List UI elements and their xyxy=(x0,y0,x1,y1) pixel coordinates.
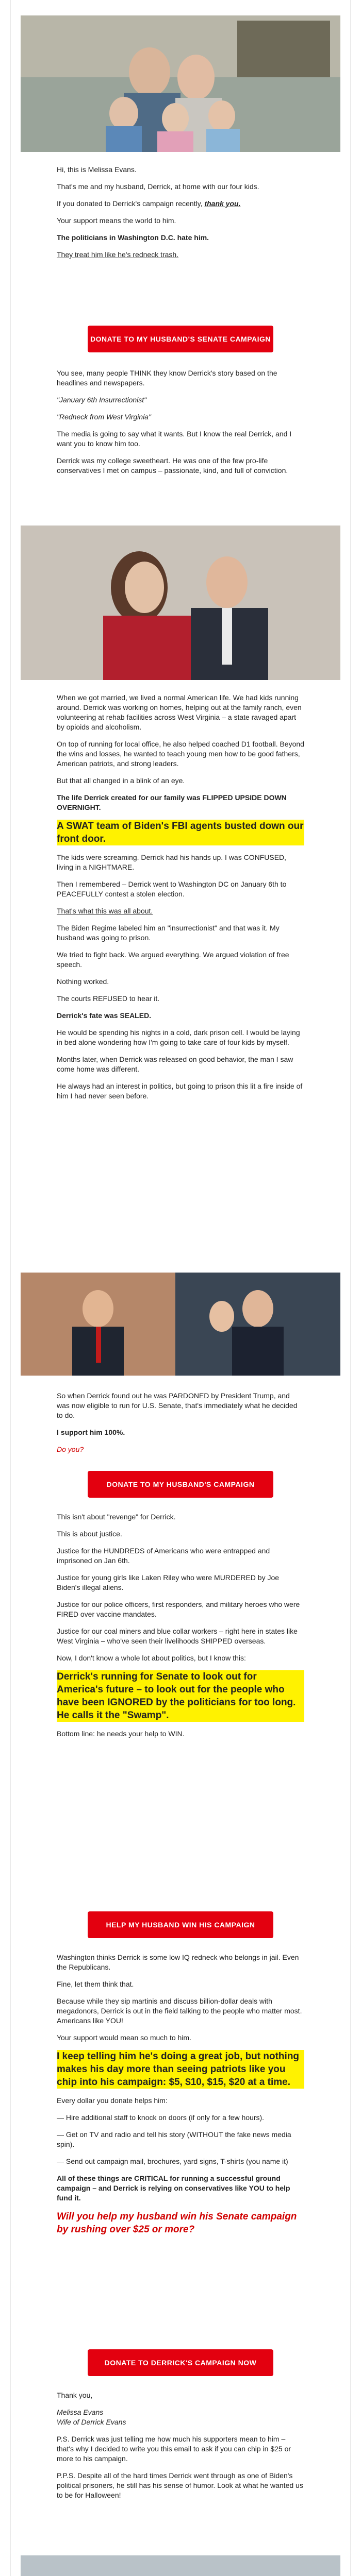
letter-story xyxy=(57,693,304,1108)
thank-you-text: thank you. xyxy=(204,199,241,208)
months-later-text: Months later, when Derrick was released on good behavior, the man I saw come home was different. xyxy=(57,1055,293,1073)
greeting: Hi, this is Melissa Evans. xyxy=(57,165,137,174)
life-created-text: The life Derrick created for our family was FLIPPED UPSIDE DOWN OVERNIGHT. xyxy=(57,793,287,811)
donated-text: If you donated to Derrick's campaign recently, thank you. xyxy=(57,199,241,208)
help-win-button[interactable]: HELP MY HUSBAND WIN HIS CAMPAIGN xyxy=(88,1911,273,1938)
letter-media xyxy=(57,368,304,483)
ps-text: P.S. Derrick was just telling me how much his supporters mean to him – that's why I decided to write you this email to ask if you can chip in $25 or more to his campaign. xyxy=(57,2435,291,2463)
bullet-staff: — Hire additional staff to knock on doors (if only for a few hours). xyxy=(57,2113,265,2122)
justice-girls-text: Justice for young girls like Laken Riley who were MURDERED by Joe Biden's illegal aliens. xyxy=(57,1573,280,1591)
pardoned-text: So when Derrick found out he was PARDONED by President Trump, and was now eligible to run for U.S. Senate, that's immediately what he decided to do. xyxy=(57,1392,298,1419)
family-photo xyxy=(21,15,340,152)
justice-police-text: Justice for our police officers, first responders, and military heroes who were FIRED over vaccine mandates. xyxy=(57,1600,300,1618)
sip-martinis-text: Because while they sip martinis and discuss billion-dollar deals with megadonors, Derrick is out in the field talking to the people who matter most. Americans like YOU! xyxy=(57,1997,302,2025)
letter-closing xyxy=(57,2391,304,2507)
cell-text: He would be spending his nights in a cold, dark prison cell. I would be laying in bed alone wondering how I'm going to take care of four kids by myself. xyxy=(57,1028,300,1046)
kids-screaming-text: The kids were screaming. Derrick had his hands up. I was CONFUSED, living in a NIGHTMARE. xyxy=(57,853,287,871)
normal-life-text: When we got married, we lived a normal American life. We had kids running around. Derrick was working on homes, helping out at the family ranch, even volunteering at rehab facilities across West Virginia – a state ravaged apart by opioids and alcoholism. xyxy=(57,693,302,731)
fine-text: Fine, let them think that. xyxy=(57,1980,134,1988)
will-you-text: Will you help my husband win his Senate campaign by rushing over $25 or more? xyxy=(57,2211,297,2235)
justice-hundreds-text: Justice for the HUNDREDS of Americans who were entrapped and imprisoned on Jan 6th. xyxy=(57,1547,270,1565)
courts-text: The courts REFUSED to hear it. xyxy=(57,994,160,1003)
justice-coal-text: Justice for our coal miners and blue collar workers – right here in states like West Virginia – who've seen their livelihoods SHIPPED overseas. xyxy=(57,1627,298,1645)
bottom-line-text: Bottom line: he needs your help to WIN. xyxy=(57,1730,185,1738)
fought-text: We tried to fight back. We argued everything. We argued violation of free speech. xyxy=(57,951,289,969)
every-dollar-text: Every dollar you donate helps him: xyxy=(57,2096,168,2105)
pps-text: P.P.S. Despite all of the hard times Derrick went through as one of Biden's political prisoners, he still has his sense of humor. Look at what he wanted us to be for Halloween! xyxy=(57,2471,303,2499)
washington-thinks-text: Washington thinks Derrick is some low IQ redneck who belongs in jail. Even the Republicans. xyxy=(57,1953,299,1971)
donate-now-button[interactable]: DONATE TO DERRICK'S CAMPAIGN NOW xyxy=(88,2349,273,2376)
donate-campaign-button-1[interactable]: DONATE TO MY HUSBAND'S SENATE CAMPAIGN xyxy=(88,326,273,352)
politics-text: He always had an interest in politics, but going to prison this lit a fire inside of him I had never seen before. xyxy=(57,1082,303,1100)
critical-text: All of these things are CRITICAL for running a successful ground campaign – and Derrick is relying on conservatives like YOU to help fund it. xyxy=(57,2174,290,2202)
donate-campaign-button-2[interactable]: DONATE TO MY HUSBAND'S CAMPAIGN xyxy=(88,1471,273,1498)
swat-text: A SWAT team of Biden's FBI agents busted down our front door. xyxy=(57,821,304,844)
bullet-mail: — Send out campaign mail, brochures, yard signs, T-shirts (you name it) xyxy=(57,2157,288,2165)
keep-telling-text: I keep telling him he's doing a great job, but nothing makes his day more than seeing patriots like you chip into his campaign: $5, $10, $15, $20 at a time. xyxy=(57,2050,304,2089)
fate-sealed-text: Derrick's fate was SEALED. xyxy=(57,1011,152,1020)
media-game-text: The media is going to say what it wants. But I know the real Derrick, and I want you to know him too. xyxy=(57,430,292,448)
know-this-text: Now, I don't know a whole lot about politics, but I know this: xyxy=(57,1654,246,1662)
support-text: Your support means the world to him. xyxy=(57,216,176,225)
running-text: Derrick's running for Senate to look out for America's future – to look out for the people who have been IGNORED by the politicians for too long. He calls it the "Swamp". xyxy=(57,1670,304,1722)
all-done-text: That's what this was all about. xyxy=(57,907,153,915)
letter-justice xyxy=(57,1512,304,1746)
couple-photo xyxy=(21,526,340,680)
letter-intro xyxy=(57,165,304,267)
nothing-worked-text: Nothing worked. xyxy=(57,977,109,986)
politicians-text: The politicians in Washington D.C. hate him. xyxy=(57,233,209,242)
blink-text: But that all changed in a blink of an eye. xyxy=(57,776,185,785)
signature-block xyxy=(57,2408,304,2427)
thank-you-sig: Thank you, xyxy=(57,2391,93,2399)
bullet-tv: — Get on TV and radio and tell his story (WITHOUT the fake news media spin). xyxy=(57,2130,291,2148)
seen-media-text: You see, many people THINK they know Derrick's story based on the headlines and newspapers. xyxy=(57,369,277,387)
letter-appeal xyxy=(57,1953,304,2243)
remembered-text: Then I remembered – Derrick went to Washington DC on January 6th to PEACEFULLY contest a stolen election. xyxy=(57,880,287,898)
quote-insurrectionist: "January 6th Insurrectionist" xyxy=(57,396,147,404)
coaching-text: On top of running for local office, he also helped coached D1 football. Beyond the wins and losses, he wanted to teach young men how to be good fathers, American patriots, and strong leaders. xyxy=(57,740,304,768)
treat-text: They treat him like he's redneck trash. xyxy=(57,250,179,259)
support-mean-text: Your support would mean so much to him. xyxy=(57,2033,191,2042)
intro-text: That's me and my husband, Derrick, at home with our four kids. xyxy=(57,182,259,191)
quote-redneck: "Redneck from West Virginia" xyxy=(57,413,151,421)
trump-photo xyxy=(21,1273,340,1376)
signature-title: Wife of Derrick Evans xyxy=(57,2418,126,2426)
support-100-text: I support him 100%. xyxy=(57,1428,125,1436)
do-you-text: Do you? xyxy=(57,1445,84,1453)
signature-name: Melissa Evans xyxy=(57,2408,104,2416)
revenge-text: This isn't about "revenge" for Derrick. xyxy=(57,1513,176,1521)
regime-text: The Biden Regime labeled him an "insurrectionist" and that was it. My husband was going to prison. xyxy=(57,924,280,942)
college-sweetheart-text: Derrick was my college sweetheart. He was one of the few pro-life conservatives I met on campus – passionate, kind, and full of conviction. xyxy=(57,456,288,474)
halloween-photo xyxy=(21,2555,340,2576)
justice-text: This is about justice. xyxy=(57,1530,122,1538)
letter-pardon xyxy=(57,1391,304,1462)
